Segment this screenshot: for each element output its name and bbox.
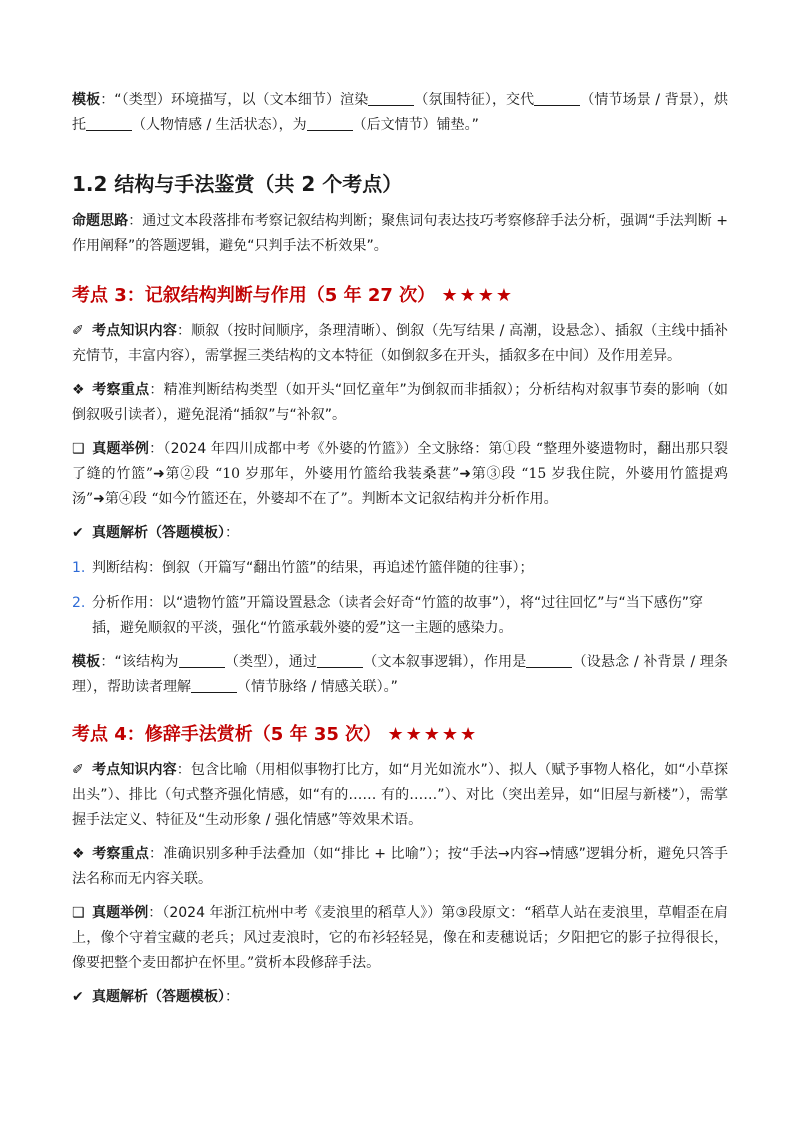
step-text: 判断结构：倒叙（开篇写“翻出竹篮”的结果，再追述竹篮伴随的往事）； bbox=[92, 560, 534, 576]
kaodian-4-example bbox=[72, 901, 728, 976]
analysis-colon: ： bbox=[225, 989, 239, 1005]
checkbox-icon: ❑ bbox=[72, 441, 85, 457]
template-text-4: （设悬念 / 补背景 / 理条理），帮助读者理解 bbox=[72, 654, 729, 695]
example-intro: ：（2024 年四川成都中考《外婆的竹篮》）全文脉络： bbox=[149, 441, 489, 457]
kaodian-4-knowledge bbox=[72, 758, 728, 833]
idea-label: 命题思路 bbox=[72, 213, 129, 229]
template-label: 模板 bbox=[72, 654, 101, 670]
template-text-5: （情节脉络 / 情感关联）。” bbox=[237, 679, 398, 695]
template-text-4: （人物情感 / 生活状态），为 bbox=[132, 117, 307, 133]
importance-stars: ★★★★ bbox=[441, 285, 514, 306]
example-quote: “稻草人站在麦浪里，草帽歪在肩上，像个守着宝藏的老兵；风过麦浪时，它的布衫轻轻晃，像在和麦穗说话；夕阳把它的影子拉得很长，像要把整个麦田都护在怀里。” bbox=[72, 905, 728, 971]
kaodian-3-analysis-heading bbox=[72, 521, 728, 546]
knowledge-text: ：包含比喻（用相似事物打比方，如“月光如流水”）、拟人（赋予事物人格化，如“小草探出头”）、排比（句式整齐强化情感，如“有的…… 有的……”）、对比（突出差异，如“旧屋与新楼”），需掌握手法定义、特征及“生动形象 / 强化情感”等效果术语。 bbox=[72, 762, 728, 828]
diamond-bullet-icon: ❖ bbox=[72, 382, 85, 398]
kaodian-3-heading bbox=[72, 283, 728, 309]
template-text-2: （类型），通过 bbox=[224, 654, 318, 670]
idea-text: ：通过文本段落排布考察记叙结构判断；聚焦词句表达技巧考察修辞手法分析，强调“手法判断 + 作用阐释”的答题逻辑，避免“只判手法不析效果”。 bbox=[72, 213, 728, 254]
kaodian-3-title: 考点 3：记叙结构判断与作用（5 年 27 次） bbox=[72, 285, 436, 306]
example-label: 真题举例 bbox=[92, 905, 149, 921]
section-idea bbox=[72, 209, 728, 259]
template-text-1: ：“该结构为 bbox=[100, 654, 179, 670]
kaodian-3-focus bbox=[72, 378, 728, 428]
pencil-icon: ✐ bbox=[72, 323, 84, 339]
template-text-3: （情节场景 / 背景），烘托 bbox=[72, 92, 728, 133]
analysis-label: 真题解析（答题模板） bbox=[92, 525, 225, 541]
fill-blank bbox=[191, 678, 237, 693]
example-label: 真题举例 bbox=[92, 441, 150, 457]
checkmark-icon: ✔ bbox=[72, 525, 84, 541]
focus-label: 考察重点 bbox=[92, 846, 150, 862]
template-text-3: （文本叙事逻辑），作用是 bbox=[363, 654, 527, 670]
kaodian-3-template bbox=[72, 650, 728, 700]
knowledge-label: 考点知识内容 bbox=[92, 323, 177, 339]
knowledge-label: 考点知识内容 bbox=[92, 762, 177, 778]
section-heading: 1.2 结构与手法鉴赏（共 2 个考点） bbox=[72, 172, 403, 196]
fill-blank bbox=[179, 653, 225, 668]
focus-text: ：精准判断结构类型（如开头“回忆童年”为倒叙而非插叙）；分析结构对叙事节奏的影响（如倒叙吸引读者），避免混淆“插叙”与“补叙”。 bbox=[72, 382, 728, 423]
kaodian-4-heading bbox=[72, 722, 728, 748]
fill-blank bbox=[368, 91, 414, 106]
example-tail: 赏析本段修辞手法。 bbox=[254, 955, 381, 971]
analysis-label: 真题解析（答题模板） bbox=[92, 989, 225, 1005]
focus-text: ：准确识别多种手法叠加（如“排比 + 比喻”）；按“手法→内容→情感”逻辑分析，避免只答手法名称而无内容关联。 bbox=[72, 846, 728, 887]
kaodian-3-example bbox=[72, 437, 728, 512]
fill-blank bbox=[307, 116, 353, 131]
importance-stars: ★★★★★ bbox=[387, 724, 479, 745]
step-number: 1. bbox=[72, 560, 86, 576]
fill-blank bbox=[526, 653, 572, 668]
kaodian-4-focus bbox=[72, 842, 728, 892]
focus-label: 考察重点 bbox=[92, 382, 150, 398]
pencil-icon: ✐ bbox=[72, 762, 84, 778]
kaodian-4-title: 考点 4：修辞手法赏析（5 年 35 次） bbox=[72, 724, 382, 745]
analysis-colon: ： bbox=[225, 525, 239, 541]
example-quote: 第①段 “整理外婆遗物时，翻出那只裂了缝的竹篮”➜第②段 “10 岁那年，外婆用竹篮给我装桑葚”➜第③段 “15 岁我住院，外婆用竹篮提鸡汤”➜第④段 “如今竹篮还在，外婆却不在了” bbox=[72, 441, 729, 507]
example-intro: ：（2024 年浙江杭州中考《麦浪里的稻草人》）第③段原文： bbox=[148, 905, 525, 921]
knowledge-text: ：顺叙（按时间顺序，条理清晰）、倒叙（先写结果 / 高潮，设悬念）、插叙（主线中插补充情节，丰富内容），需掌握三类结构的文本特征（如倒叙多在开头，插叙多在中间）及作用差异。 bbox=[72, 323, 728, 364]
fill-blank bbox=[534, 91, 580, 106]
kaodian-4-analysis-heading bbox=[72, 985, 728, 1010]
template-text-2: （氛围特征），交代 bbox=[414, 92, 535, 108]
list-item bbox=[72, 591, 728, 641]
list-item bbox=[72, 556, 728, 581]
document-page bbox=[72, 88, 728, 1010]
checkbox-icon: ❑ bbox=[72, 905, 85, 921]
kaodian-3-knowledge bbox=[72, 319, 728, 369]
analysis-steps bbox=[72, 556, 728, 641]
template-text-1: ：“（类型）环境描写，以（文本细节）渲染 bbox=[100, 92, 369, 108]
template-label: 模板 bbox=[72, 92, 101, 108]
checkmark-icon: ✔ bbox=[72, 989, 84, 1005]
template-paragraph bbox=[72, 88, 728, 138]
step-text: 分析作用：以“遗物竹篮”开篇设置悬念（读者会好奇“竹篮的故事”），将“过往回忆”与“当下感伤”穿插，避免顺叙的平淡，强化“竹篮承载外婆的爱”这一主题的感染力。 bbox=[92, 595, 704, 636]
template-text-5: （后文情节）铺垫。” bbox=[352, 117, 479, 133]
example-tail: 。判断本文记叙结构并分析作用。 bbox=[347, 491, 558, 507]
fill-blank bbox=[86, 116, 132, 131]
diamond-bullet-icon: ❖ bbox=[72, 846, 85, 862]
fill-blank bbox=[317, 653, 363, 668]
step-number: 2. bbox=[72, 595, 86, 611]
